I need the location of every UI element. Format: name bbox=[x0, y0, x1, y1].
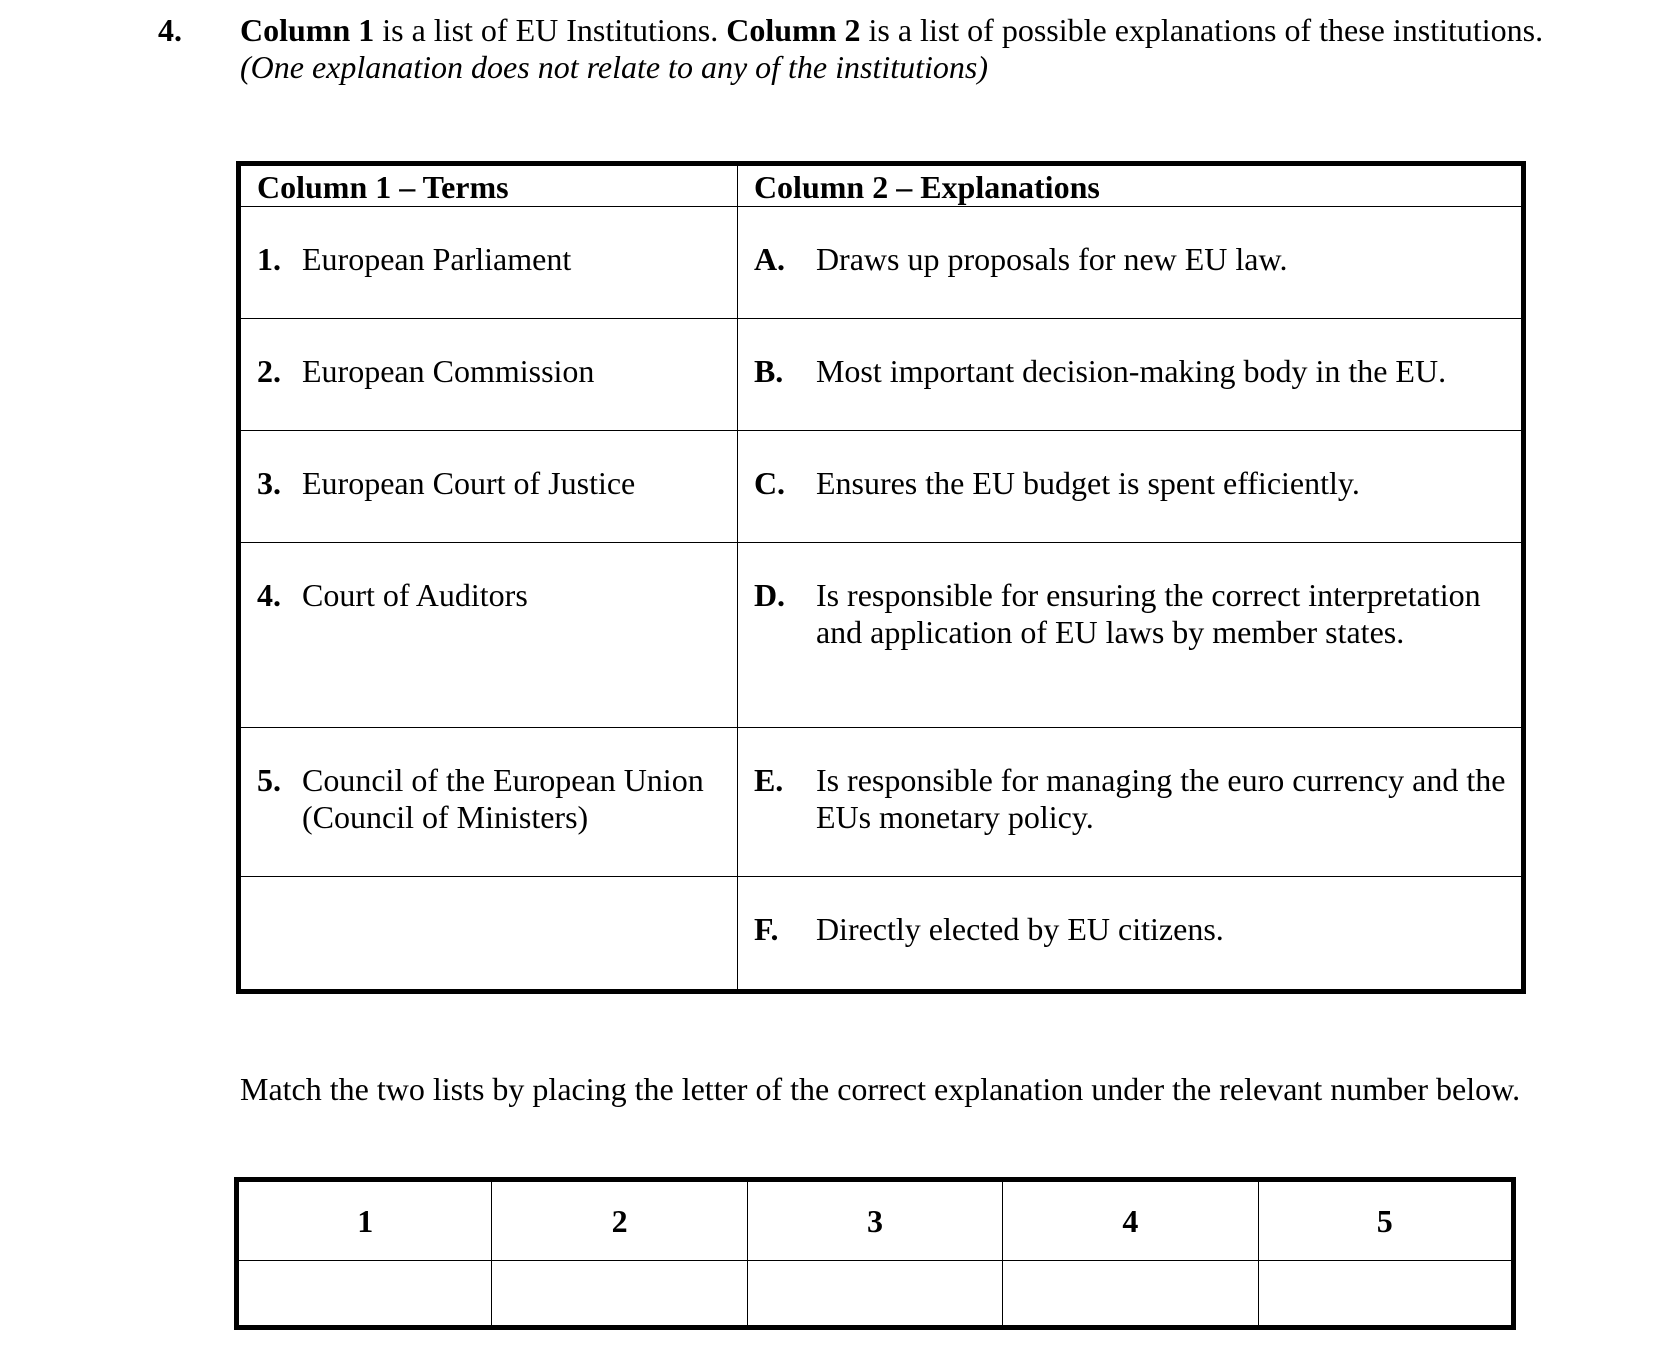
term-text: European Commission bbox=[302, 353, 595, 389]
term-number: 2. bbox=[257, 353, 281, 389]
explanation-letter: E. bbox=[753, 762, 784, 798]
intro-note: (One explanation does not relate to any of the institutions) bbox=[240, 49, 989, 85]
question-number: 4. bbox=[158, 12, 182, 48]
explanation-text: Is responsible for managing the euro currency and the EUs monetary policy. bbox=[815, 762, 1506, 835]
answer-box-1[interactable] bbox=[237, 1261, 492, 1328]
explanation-text: Most important decision-making body in the EU. bbox=[815, 353, 1447, 389]
answer-number: 1 bbox=[237, 1180, 492, 1261]
term-cell bbox=[239, 319, 738, 431]
matching-table bbox=[236, 161, 1526, 994]
explanation-letter: C. bbox=[753, 465, 786, 501]
table-row bbox=[239, 543, 1524, 728]
term-number: 3. bbox=[257, 465, 281, 501]
answer-box-3[interactable] bbox=[747, 1261, 1002, 1328]
term-number: 1. bbox=[257, 241, 281, 277]
explanation-cell bbox=[737, 431, 1523, 543]
term-text: European Court of Justice bbox=[302, 465, 636, 501]
table-row bbox=[239, 877, 1524, 992]
explanation-letter: B. bbox=[753, 353, 784, 389]
answer-input-row bbox=[237, 1261, 1514, 1328]
header-terms: Column 1 – Terms bbox=[239, 164, 738, 207]
term-cell bbox=[239, 207, 738, 319]
term-number: 4. bbox=[257, 577, 281, 613]
explanation-text: Draws up proposals for new EU law. bbox=[815, 241, 1288, 277]
explanation-cell bbox=[737, 207, 1523, 319]
explanation-cell bbox=[737, 319, 1523, 431]
table-row bbox=[239, 728, 1524, 877]
answer-table bbox=[234, 1177, 1516, 1330]
table-row bbox=[239, 207, 1524, 319]
answer-header-row bbox=[237, 1180, 1514, 1261]
term-cell bbox=[239, 543, 738, 728]
intro-column1-label: Column 1 bbox=[240, 12, 375, 48]
intro-text-1: is a list of EU Institutions. bbox=[374, 12, 727, 48]
table-row bbox=[239, 319, 1524, 431]
intro-text-2: is a list of possible explanations of these institutions. bbox=[860, 12, 1544, 48]
term-text: European Parliament bbox=[302, 241, 572, 277]
intro-column2-label: Column 2 bbox=[726, 12, 861, 48]
answer-box-2[interactable] bbox=[492, 1261, 747, 1328]
instruction-text: Match the two lists by placing the letter of the correct explanation under the relevant number below. bbox=[240, 1071, 1521, 1107]
term-cell bbox=[239, 728, 738, 877]
matching-table-header bbox=[239, 164, 1524, 207]
answer-box-4[interactable] bbox=[1003, 1261, 1258, 1328]
explanation-letter: A. bbox=[753, 241, 786, 277]
answer-number: 3 bbox=[747, 1180, 1002, 1261]
answer-number: 4 bbox=[1003, 1180, 1258, 1261]
explanation-cell bbox=[737, 728, 1523, 877]
term-cell bbox=[239, 431, 738, 543]
question-intro bbox=[240, 12, 1560, 86]
explanation-text: Directly elected by EU citizens. bbox=[815, 911, 1224, 947]
header-explanations: Column 2 – Explanations bbox=[737, 164, 1523, 207]
table-row bbox=[239, 431, 1524, 543]
explanation-letter: F. bbox=[753, 911, 779, 947]
answer-box-5[interactable] bbox=[1258, 1261, 1513, 1328]
explanation-cell bbox=[737, 877, 1523, 992]
term-text: Council of the European Union (Council of Ministers) bbox=[302, 762, 704, 835]
answer-number: 2 bbox=[492, 1180, 747, 1261]
term-number: 5. bbox=[257, 762, 281, 798]
term-cell-empty bbox=[239, 877, 738, 992]
term-text: Court of Auditors bbox=[302, 577, 528, 613]
explanation-text: Is responsible for ensuring the correct interpretation and application of EU laws by member states. bbox=[815, 577, 1481, 650]
answer-number: 5 bbox=[1258, 1180, 1513, 1261]
explanation-cell bbox=[737, 543, 1523, 728]
explanation-text: Ensures the EU budget is spent efficiently. bbox=[815, 465, 1360, 501]
explanation-letter: D. bbox=[753, 577, 786, 613]
